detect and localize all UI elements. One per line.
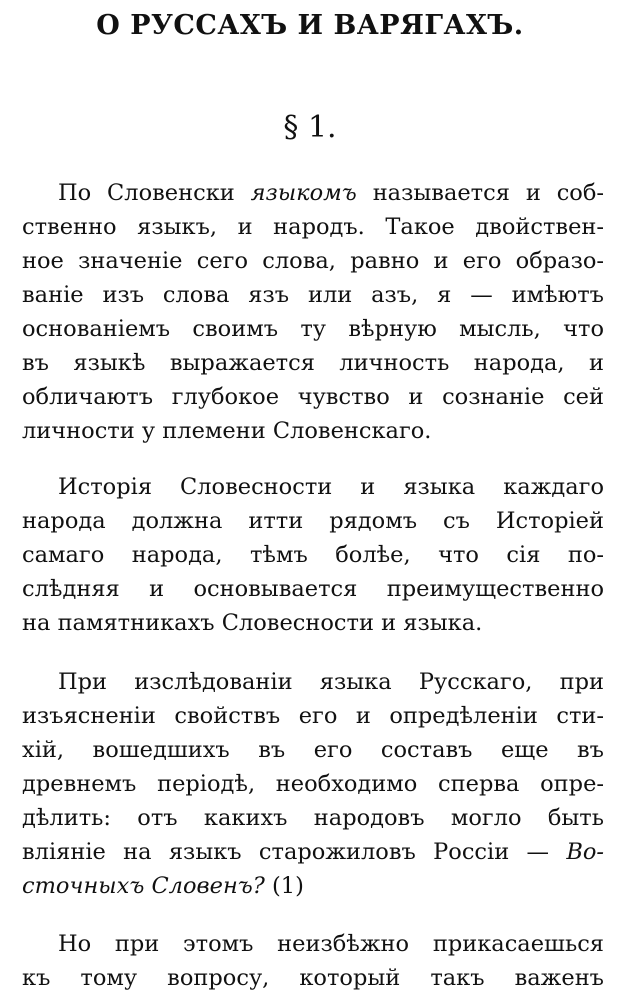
- text-line: [22, 961, 604, 995]
- text-line: [22, 538, 604, 572]
- text-line: [22, 346, 604, 380]
- text-run: хiй, вошедшихъ въ его составъ еще въ: [22, 737, 604, 763]
- text-line: [22, 733, 604, 767]
- text-run: ванiе изъ слова язъ или азъ, я — имѣютъ: [22, 282, 604, 308]
- text-line: [22, 835, 604, 869]
- text-line: [22, 665, 604, 699]
- text-line: [22, 380, 604, 414]
- text-line: [22, 244, 604, 278]
- paragraph-4: [22, 927, 604, 995]
- text-run: При изслѣдованiи языка Русскаго, при: [58, 669, 604, 695]
- paragraph-2: [22, 470, 604, 640]
- text-run: ное значенiе сего слова, равно и его образо-: [22, 248, 604, 274]
- text-run: въ языкѣ выражается личность народа, и: [22, 350, 604, 376]
- text-run: древнемъ перiодѣ, необходимо сперва опре-: [22, 771, 604, 797]
- text-line: [22, 869, 604, 903]
- text-run: влiянiе на языкъ старожиловъ Россiи —: [22, 839, 567, 865]
- section-number: § 1.: [283, 110, 337, 145]
- text-line: [22, 470, 604, 504]
- paragraph-3: [22, 665, 604, 903]
- chapter-title: О РУССАХЪ И ВАРЯГАХЪ.: [96, 10, 524, 41]
- text-run: изъясненiи свойствъ его и опредѣленiи сти-: [22, 703, 604, 729]
- text-line: [22, 312, 604, 346]
- text-line: [22, 414, 604, 448]
- text-run: слѣдняя и основывается преимущественно: [22, 576, 604, 602]
- text-line: [22, 504, 604, 538]
- text-line: [22, 927, 604, 961]
- italic-run: сточныхъ Словенъ?: [22, 873, 265, 899]
- text-run: къ тому вопросу, который такъ важенъ: [22, 965, 604, 991]
- text-run: дѣлить: отъ какихъ народовъ могло быть: [22, 805, 604, 831]
- text-run: основанiемъ своимъ ту вѣрную мысль, что: [22, 316, 604, 342]
- text-run: Исторiя Словесности и языка каждаго: [58, 474, 604, 500]
- text-run: (1): [264, 873, 304, 899]
- text-run: самаго народа, тѣмъ болѣе, что сiя по-: [22, 542, 604, 568]
- text-run: Но при этомъ неизбѣжно прикасаешься: [58, 931, 604, 957]
- text-run: По Словенски: [58, 180, 251, 206]
- text-run: ственно языкъ, и народъ. Такое двойствен-: [22, 214, 604, 240]
- text-line: [22, 278, 604, 312]
- text-line: [22, 176, 604, 210]
- text-run: на памятникахъ Словесности и языка.: [22, 610, 483, 636]
- text-line: [22, 572, 604, 606]
- text-line: [22, 699, 604, 733]
- paragraph-1: [22, 176, 604, 448]
- text-line: [22, 767, 604, 801]
- text-run: называется и соб-: [356, 180, 604, 206]
- text-line: [22, 801, 604, 835]
- italic-run: Во-: [566, 839, 604, 865]
- text-line: [22, 210, 604, 244]
- text-run: народа должна итти рядомъ съ Исторiей: [22, 508, 604, 534]
- italic-run: языкомъ: [250, 180, 357, 206]
- text-run: личности у племени Словенскаго.: [22, 418, 432, 444]
- text-run: обличаютъ глубокое чувство и сознанiе сей: [22, 384, 604, 410]
- text-line: [22, 606, 604, 640]
